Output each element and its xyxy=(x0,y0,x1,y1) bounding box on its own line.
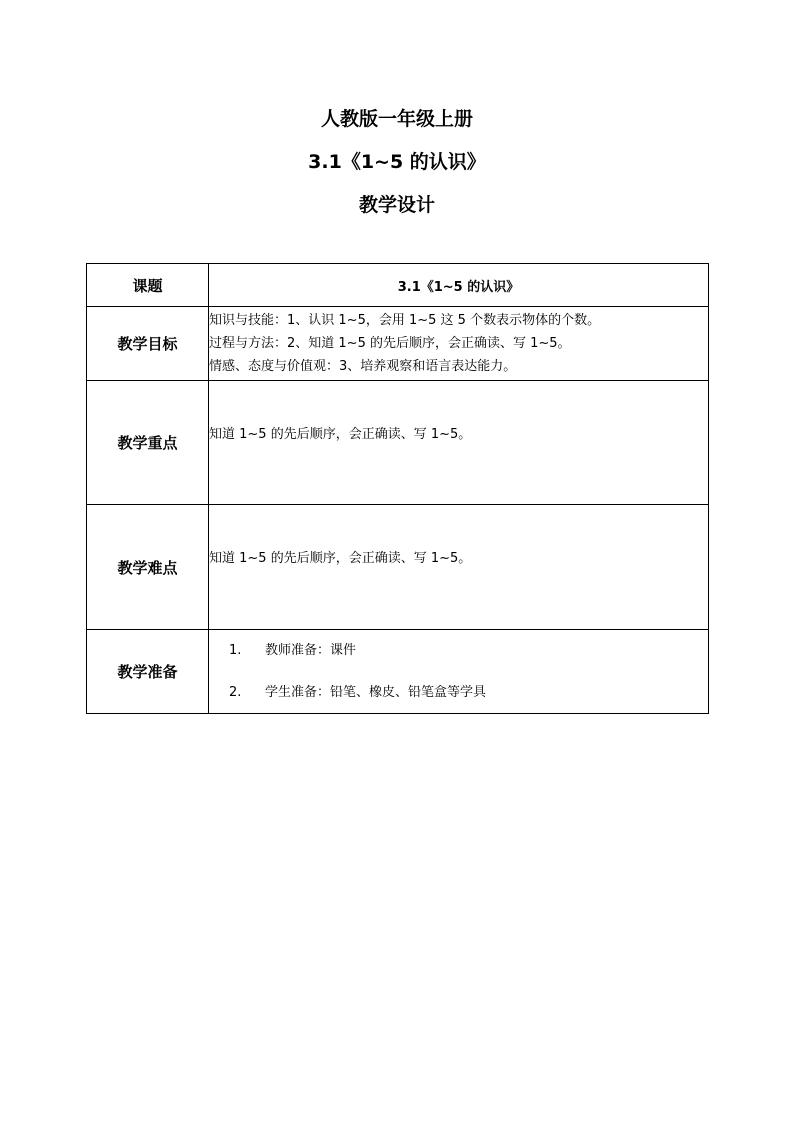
goal-line-attitude: 情感、态度与价值观：3、培养观察和语言表达能力。 xyxy=(209,359,517,374)
title-line-2: 3.1《1~5 的认识》 xyxy=(308,151,486,173)
table-row-preparation xyxy=(87,630,709,714)
list-item-text: 教师准备：课件 xyxy=(265,642,357,658)
preparation-label: 教学准备 xyxy=(87,630,209,714)
topic-value: 3.1《1~5 的认识》 xyxy=(209,264,709,307)
table-row-difficulties xyxy=(87,505,709,630)
lesson-plan-table xyxy=(86,263,709,714)
goals-label: 教学目标 xyxy=(87,307,209,381)
key-points-label: 教学重点 xyxy=(87,381,209,505)
key-points-content xyxy=(209,381,709,505)
list-item xyxy=(209,683,708,703)
difficulties-label: 教学难点 xyxy=(87,505,209,630)
document-title xyxy=(0,104,794,233)
key-points-text: 知道 1~5 的先后顺序，会正确读、写 1~5。 xyxy=(209,427,472,442)
list-item-number: 1. xyxy=(229,642,242,658)
table-row-key-points xyxy=(87,381,709,505)
difficulties-text: 知道 1~5 的先后顺序，会正确读、写 1~5。 xyxy=(209,551,472,566)
list-item-text: 学生准备：铅笔、橡皮、铅笔盒等学具 xyxy=(265,684,487,700)
title-line-1: 人教版一年级上册 xyxy=(320,108,473,130)
topic-label: 课题 xyxy=(87,264,209,307)
table-row-goals xyxy=(87,307,709,381)
list-item-number: 2. xyxy=(229,684,242,700)
goals-content xyxy=(209,307,709,381)
list-item xyxy=(209,641,708,661)
goal-line-knowledge: 知识与技能：1、认识 1~5，会用 1~5 这 5 个数表示物体的个数。 xyxy=(209,313,601,328)
preparation-content xyxy=(209,630,709,714)
difficulties-content xyxy=(209,505,709,630)
goal-line-process: 过程与方法：2、知道 1~5 的先后顺序，会正确读、写 1~5。 xyxy=(209,336,571,351)
title-line-3: 教学设计 xyxy=(358,194,435,216)
table-row-topic xyxy=(87,264,709,307)
